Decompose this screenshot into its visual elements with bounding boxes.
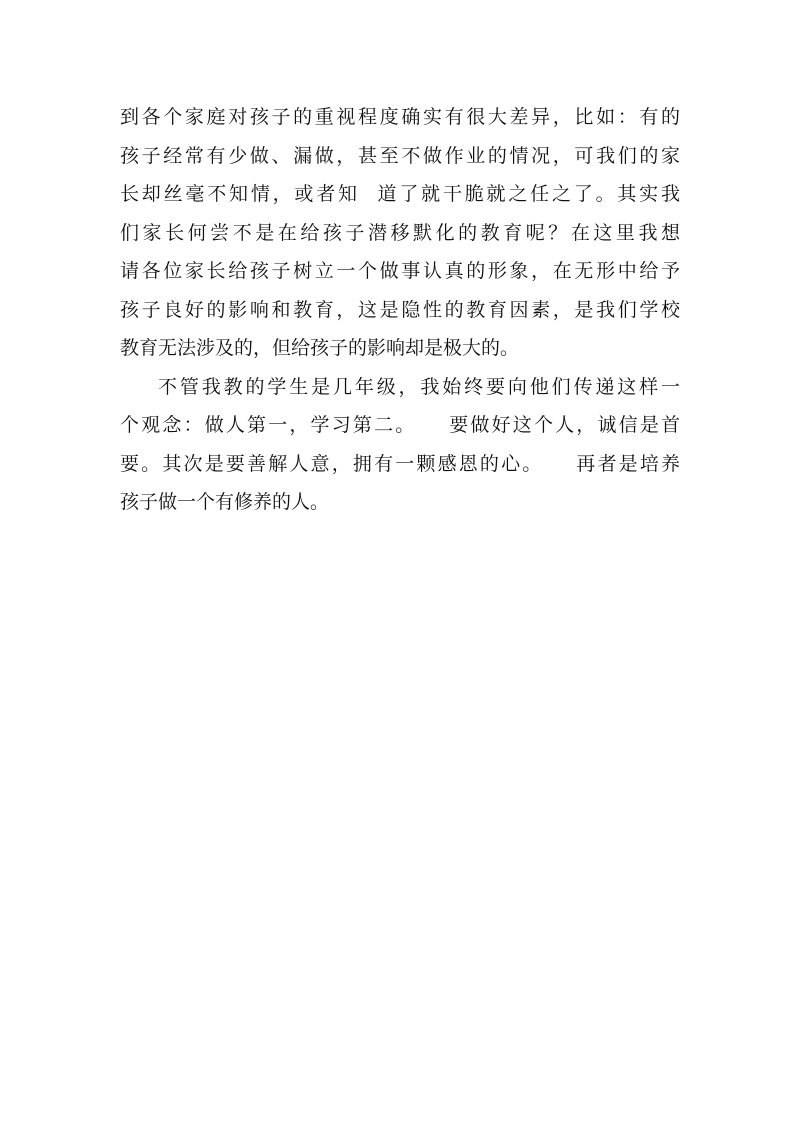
- paragraph-line: 要。其次是要善解人意，拥有一颗感恩的心。 再者是培养: [120, 452, 680, 475]
- paragraph-line: 们家长何尝不是在给孩子潜移默化的教育呢？在这里我想: [120, 221, 680, 244]
- paragraph-line: 不管我教的学生是几年级，我始终要向他们传递这样一: [158, 375, 680, 398]
- paragraph-line: 长却丝毫不知情，或者知 道了就干脆就之任之了。其实我: [120, 183, 680, 205]
- body-text: [120, 98, 680, 522]
- paragraph-line: 请各位家长给孩子树立一个做事认真的形象，在无形中给予: [120, 260, 680, 282]
- paragraph-line: 到各个家庭对孩子的重视程度确实有很大差异，比如：有的: [120, 106, 680, 128]
- paragraph-1: [120, 98, 680, 368]
- paragraph-line: 孩子做一个有修养的人。: [120, 491, 330, 513]
- paragraph-line: 教育无法涉及的，但给孩子的影响却是极大的。: [120, 337, 520, 359]
- paragraph-line: 孩子良好的影响和教育，这是隐性的教育因素，是我们学校: [120, 298, 680, 321]
- paragraph-line: 个观念：做人第一，学习第二。 要做好这个人，诚信是首: [120, 414, 680, 436]
- paragraph-2: [120, 368, 680, 522]
- paragraph-line: 孩子经常有少做、漏做，甚至不做作业的情况，可我们的家: [120, 144, 680, 167]
